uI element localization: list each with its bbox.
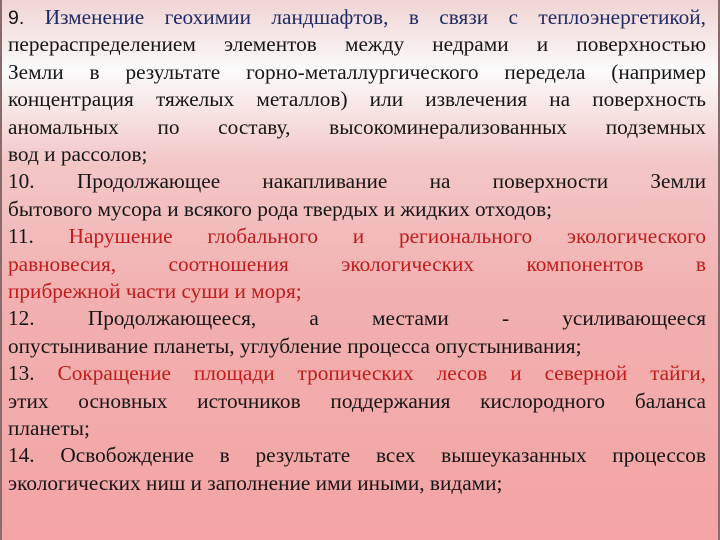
item-11-line-3: прибрежной части суши и моря; <box>8 278 302 303</box>
item-14-line-1 <box>8 442 706 469</box>
item-9-text-1: Изменение геохимии ландшафтов, в связи с теплоэнергетикой, <box>44 5 706 29</box>
item-13-line-1 <box>8 360 706 387</box>
item-13-text-1: Сокращение площади тропических лесов и северной тайги, <box>57 361 706 386</box>
item-12-line-2: опустынивание планеты, углубление процесса опустынивания; <box>8 333 582 358</box>
item-11-text-1: Нарушение глобального и регионального экологического <box>68 224 706 249</box>
item-10-line-2: бытового мусора и всякого рода твердых и жидких отходов; <box>8 196 553 221</box>
item-13-number: 13. <box>8 361 35 386</box>
item-11-line-1 <box>8 223 706 250</box>
item-9-line-6: вод и рассолов; <box>8 141 148 166</box>
item-9-number: 9. <box>8 7 25 29</box>
item-10-number: 10. <box>8 169 35 194</box>
item-9-line-5: аномальных по составу, высокоминерализованных подземных <box>8 114 706 139</box>
item-14-line-2: экологических ниш и заполнение ими иными, видами; <box>8 470 503 495</box>
item-13-line-2: этих основных источников поддержания кислородного баланса <box>8 388 706 413</box>
item-14-number: 14. <box>8 443 35 468</box>
item-11-number: 11. <box>8 224 34 249</box>
item-12-line-1 <box>8 305 706 332</box>
slide-text <box>8 4 706 497</box>
item-14-text-1: Освобождение в результате всех вышеуказанных процессов <box>60 443 706 468</box>
item-9-line-1 <box>8 4 706 31</box>
item-10-line-1 <box>8 168 706 195</box>
item-9-line-3: Земли в результате горно-металлургического передела (например <box>8 59 706 84</box>
item-10-text-1: Продолжающее накапливание на поверхности Земли <box>76 169 706 194</box>
item-11-line-2: равновесия, соотношения экологических компонентов в <box>8 251 706 276</box>
item-13-line-3: планеты; <box>8 415 90 440</box>
item-12-text-1: Продолжающееся, а местами - усиливающееся <box>87 306 706 331</box>
item-9-line-4: концентрация тяжелых металлов) или извлечения на поверхность <box>8 87 706 112</box>
item-9-line-2: перераспределением элементов между недрами и поверхностью <box>8 32 706 57</box>
item-12-number: 12. <box>8 306 35 331</box>
